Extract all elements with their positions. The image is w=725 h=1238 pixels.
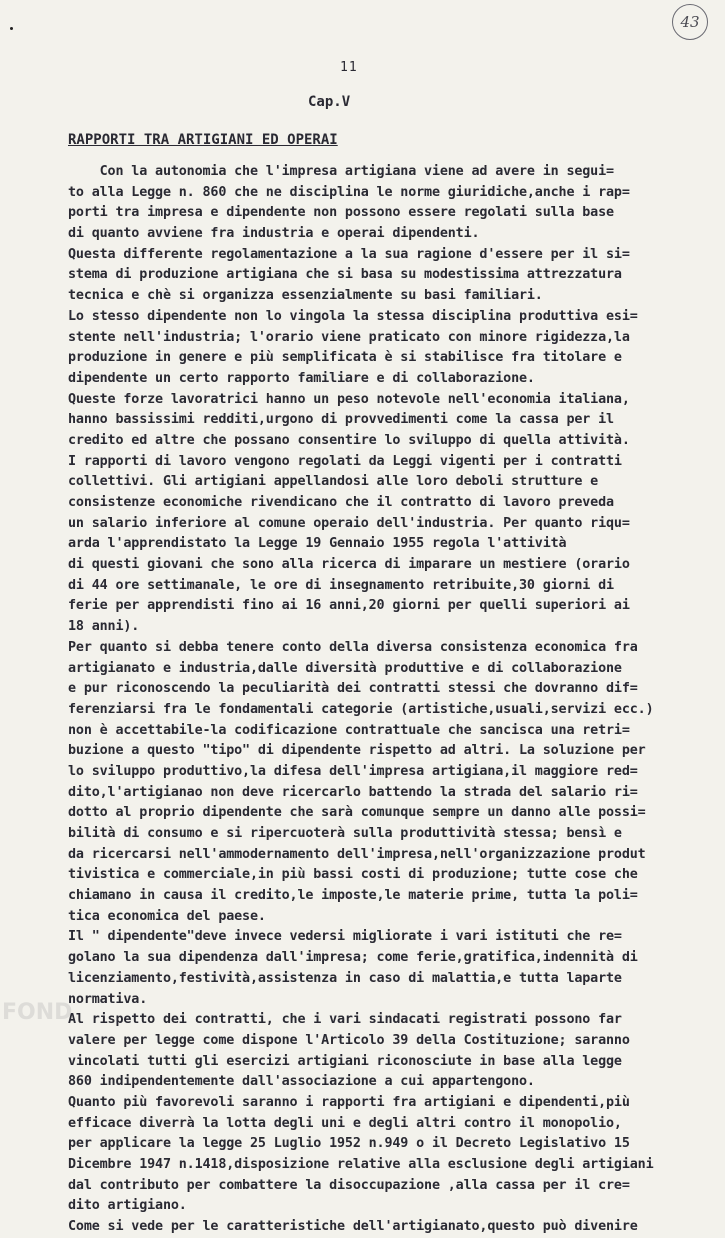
chapter-heading: Cap.V [308,94,351,110]
text-line: e pur riconoscendo la peculiarità dei contratti stessi che dovranno dif= [68,681,638,697]
text-line: Con la autonomia che l'impresa artigiana viene ad avere in segui= [68,164,614,179]
text-line: da ricercarsi nell'ammodernamento dell'impresa,nell'organizzazione produt [68,846,646,862]
text-line: dipendente un certo rapporto familiare e di collaborazione. [68,370,535,386]
text-line: dal contributo per combattere la disoccupazione ,alla cassa per il cre= [68,1177,630,1193]
text-line: credito ed altre che possano consentire lo sviluppo di quella attività. [68,432,630,448]
text-line: Per quanto si debba tenere conto della diversa consistenza economica fra [68,639,638,655]
text-line: stema di produzione artigiana che si basa su modestissima attrezzatura [68,267,622,283]
text-line: golano la sua dipendenza dall'impresa; come ferie,gratifica,indennità di [68,950,638,966]
body-text [68,162,720,1238]
text-line: per applicare la legge 25 Luglio 1952 n.949 o il Decreto Legislativo 15 [68,1136,630,1152]
text-line: tecnica e chè si organizza essenzialmente su basi familiari. [68,288,543,304]
archive-number-mark: 43 [672,4,708,40]
text-line: buzione a questo "tipo" di dipendente rispetto ad altri. La soluzione per [68,743,646,759]
text-line: stente nell'industria; l'orario viene praticato con minore rigidezza,la [68,329,630,345]
text-line: vincolati tutti gli esercizi artigiani riconosciute in base alla legge [68,1053,622,1069]
text-line: dito,l'artigianao non deve ricercarlo battendo la strada del salario ri= [68,784,638,800]
text-line: chiamano in causa il credito,le imposte,le materie prime, tutta la poli= [68,888,638,904]
text-line: un salario inferiore al comune operaio dell'industria. Per quanto riqu= [68,515,630,531]
ink-speck [10,27,13,30]
text-line: 860 indipendentemente dall'associazione a cui appartengono. [68,1074,535,1090]
text-line: tica economica del paese. [68,908,266,924]
text-line: Al rispetto dei contratti, che i vari sindacati registrati possono far [68,1012,622,1028]
text-line: collettivi. Gli artigiani appellandosi alle loro deboli strutture e [68,474,599,490]
text-line: I rapporti di lavoro vengono regolati da Leggi vigenti per i contratti [68,453,622,469]
text-line: Questa differente regolamentazione a la sua ragione d'essere per il si= [68,246,630,262]
text-line: normativa. [68,991,148,1007]
text-line: artigianato e industria,dalle diversità produttive e di collaborazione [68,660,622,676]
text-line: di questi giovani che sono alla ricerca di imparare un mestiere (orario [68,557,630,573]
text-line: non è accettabile-la codificazione contrattuale che sancisca una retri= [68,722,630,738]
text-line: dito artigiano. [68,1198,187,1214]
text-line: lo sviluppo produttivo,la difesa dell'impresa artigiana,il maggiore red= [68,763,638,779]
text-line: di quanto avviene fra industria e operai dipendenti. [68,226,480,242]
archive-watermark: FOND [2,1000,73,1025]
text-line: porti tra impresa e dipendente non possono essere regolati sulla base [68,205,614,221]
text-line: di 44 ore settimanale, le ore di insegnamento retribuite,30 giorni di [68,577,614,593]
text-line: ferie per apprendisti fino ai 16 anni,20 giorni per quelli superiori ai [68,598,630,614]
text-line: valere per legge come dispone l'Articolo 39 della Costituzione; saranno [68,1032,630,1048]
text-line: arda l'apprendistato la Legge 19 Gennaio 1955 regola l'attività [68,536,567,552]
text-line: Lo stesso dipendente non lo vingola la stessa disciplina produttiva esi= [68,308,638,324]
text-line: to alla Legge n. 860 che ne disciplina le norme giuridiche,anche i rap= [68,184,630,200]
text-line: produzione in genere e più semplificata è si stabilisce fra titolare e [68,350,622,366]
text-line: Dicembre 1947 n.1418,disposizione relative alla esclusione degli artigiani [68,1157,654,1172]
text-line: hanno bassissimi redditi,urgono di provvedimenti come la cassa per il [68,412,614,428]
text-line: Il " dipendente"deve invece vedersi migliorate i vari istituti che re= [68,929,622,945]
text-line: licenziamento,festività,assistenza in caso di malattia,e tutta laparte [68,970,622,986]
text-line: Queste forze lavoratrici hanno un peso notevole nell'economia italiana, [68,391,630,407]
section-title: RAPPORTI TRA ARTIGIANI ED OPERAI [68,132,338,148]
text-line: bilità di consumo e si ripercuoterà sulla produttività stessa; bensì e [68,826,622,841]
text-line: dotto al proprio dipendente che sarà comunque sempre un danno alle possi= [68,805,646,821]
text-line: Come si vede per le caratteristiche dell'artigianato,questo può divenire [68,1219,638,1235]
page-number: 11 [340,60,358,75]
text-line: Quanto più favorevoli saranno i rapporti fra artigiani e dipendenti,più [68,1094,630,1110]
text-line: ferenziarsi fra le fondamentali categorie (artistiche,usuali,servizi ecc.) [68,701,654,717]
text-line: tivistica e commerciale,in più bassi costi di produzione; tutte cose che [68,867,638,883]
text-line: 18 anni). [68,619,140,635]
text-line: consistenze economiche rivendicano che il contratto di lavoro preveda [68,495,614,510]
text-line: efficace diverrà la lotta degli uni e degli altri contro il monopolio, [68,1115,622,1131]
